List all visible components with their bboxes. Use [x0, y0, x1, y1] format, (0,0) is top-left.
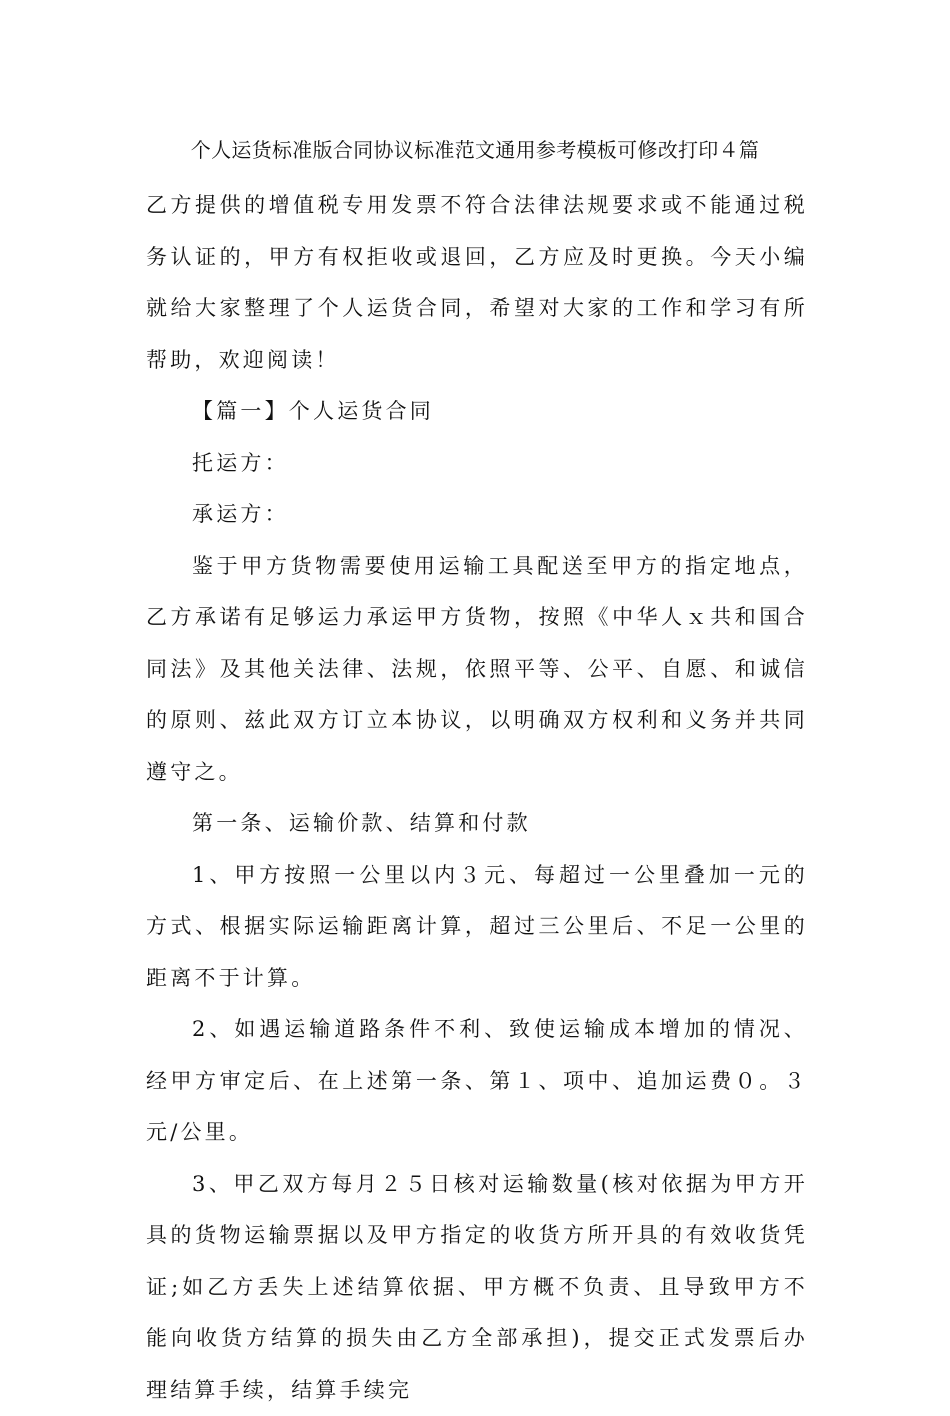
consignor-line: 托运方：: [146, 438, 808, 490]
document-title: 个人运货标准版合同协议标准范文通用参考模板可修改打印４篇: [0, 136, 950, 164]
clause-paragraph: 2、如遇运输道路条件不利、致使运输成本增加的情况、经甲方审定后、在上述第一条、第１、项中、追加运费０。３元/公里。: [146, 1004, 808, 1159]
intro-paragraph: 乙方提供的增值税专用发票不符合法律法规要求或不能通过税务认证的，甲方有权拒收或退回，乙方应及时更换。今天小编就给大家整理了个人运货合同，希望对大家的工作和学习有所帮助，欢迎阅读！: [146, 180, 808, 386]
clause-paragraph: 3、甲乙双方每月２５日核对运输数量(核对依据为甲方开具的货物运输票据以及甲方指定的收货方所开具的有效收货凭证;如乙方丢失上述结算依据、甲方概不负责、且导致甲方不能向收货方结算的损失由乙方全部承担)，提交正式发票后办理结算手续，结算手续完: [146, 1159, 808, 1416]
article-heading: 第一条、运输价款、结算和付款: [146, 798, 808, 850]
clause-paragraph: 1、甲方按照一公里以内３元、每超过一公里叠加一元的方式、根据实际运输距离计算，超过三公里后、不足一公里的距离不于计算。: [146, 850, 808, 1005]
carrier-line: 承运方：: [146, 489, 808, 541]
document-body: [146, 180, 808, 1416]
preamble-paragraph: 鉴于甲方货物需要使用运输工具配送至甲方的指定地点，乙方承诺有足够运力承运甲方货物，按照《中华人ｘ共和国合同法》及其他关法律、法规，依照平等、公平、自愿、和诚信的原则、兹此双方订立本协议，以明确双方权利和义务并共同遵守之。: [146, 541, 808, 799]
section-heading: 【篇一】个人运货合同: [146, 386, 808, 438]
